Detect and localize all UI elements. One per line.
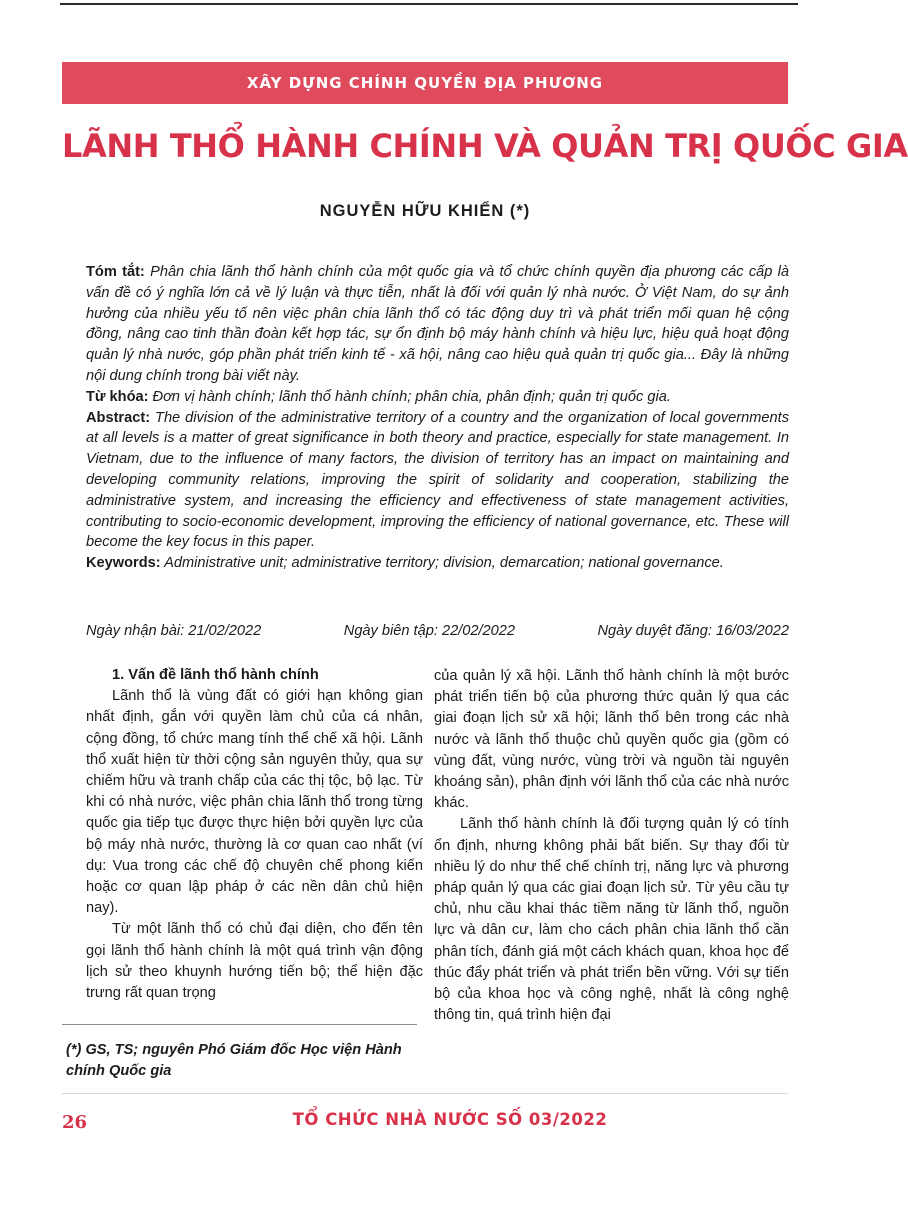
date-approved: Ngày duyệt đăng: 16/03/2022 — [597, 623, 789, 639]
keywords-english — [86, 553, 789, 574]
abstract-vi-label: Tóm tắt: — [86, 264, 145, 280]
page-number: 26 — [62, 1112, 88, 1133]
keywords-vietnamese — [86, 387, 789, 408]
top-rule — [60, 3, 798, 5]
keywords-en-label: Keywords: — [86, 555, 161, 572]
author-name: NGUYỄN HỮU KHIỂN (*) — [319, 202, 531, 220]
keywords-vi-text: Đơn vị hành chính; lãnh thổ hành chính; phân chia, phân định; quản trị quốc gia. — [152, 388, 671, 405]
abstract-vietnamese — [86, 262, 789, 387]
footnote: (*) GS, TS; nguyên Phó Giám đốc Học viện Hành chính Quốc gia — [66, 1042, 402, 1079]
paragraph: Lãnh thổ hành chính là đối tượng quản lý có tính ổn định, nhưng không phải bất biến. Sự thay đổi từ nhiều lý do như thể chế chính trị, năng lực và phương pháp quản lý qua các giai đoạn lịch sử. Từ yêu cầu tự chủ, nhu cầu khai thác tiềm năng từ lãnh thổ, nguồn lực và dân cư, làm cho cách phân chia lãnh thổ cần phân tích, đánh giá một cách khách quan, khoa học để thúc đẩy phát triển và phát triển bền vững. Với sự tiến bộ của khoa học và công nghệ, nhất là công nghệ thông tin, quá trình hiện đại — [434, 816, 789, 1024]
abstract-block — [86, 262, 789, 574]
section-banner: XÂY DỰNG CHÍNH QUYỀN ĐỊA PHƯƠNG — [62, 62, 788, 104]
paragraph: của quản lý xã hội. Lãnh thổ hành chính là một bước phát triển tiến bộ của phương thức quản lý qua các giai đoạn lịch sử xã hội; lãnh thổ bên trong các nhà nước và lãnh thổ thuộc chủ quyền quốc gia (gồm có vùng đất, vùng nước, vùng trời và nguồn tài nguyên khoáng sản), phân định với lãnh thổ của các nhà nước khác. — [434, 668, 789, 812]
article-title: LÃNH THỔ HÀNH CHÍNH VÀ QUẢN TRỊ QUỐC GIA — [62, 127, 908, 165]
keywords-vi-label: Từ khóa: — [86, 388, 149, 405]
journal-name: TỔ CHỨC NHÀ NƯỚC SỐ 03/2022 — [292, 1110, 608, 1129]
footnote-divider — [62, 1024, 417, 1025]
body-column-left — [86, 665, 423, 1004]
section-heading: 1. Vấn đề lãnh thổ hành chính — [112, 667, 319, 683]
footer-rule — [62, 1093, 788, 1094]
article-dates — [86, 621, 789, 642]
date-edited: Ngày biên tập: 22/02/2022 — [343, 623, 515, 639]
date-received: Ngày nhận bài: 21/02/2022 — [86, 623, 262, 639]
paragraph: Từ một lãnh thổ có chủ đại diện, cho đến tên gọi lãnh thổ hành chính là một quá trình vận động lịch sử theo khuynh hướng tiến bộ; thể hiện đặc trưng rất quan trọng — [86, 921, 423, 1002]
abstract-vi-text: Phân chia lãnh thổ hành chính của một quốc gia và tổ chức chính quyền địa phương các cấp là vấn đề có ý nghĩa lớn cả về lý luận và thực tiễn, nhất là đối với quản lý nhà nước. Ở Việt Nam, do sự ảnh hưởng của nhiều yếu tố nên việc phân chia lãnh thổ có tác động duy trì và phát triển mối quan hệ cộng đồng, nâng cao tinh thần đoàn kết hợp tác, sự ổn định bộ máy hành chính và hiệu lực, hiệu quả hoạt động quản lý nhà nước, góp phần phát triển kinh tế - xã hội, nâng cao hiệu quả quản trị quốc gia... Đây là những nội dung chính trong bài viết này. — [86, 264, 789, 384]
abstract-english — [86, 408, 789, 554]
abstract-en-label: Abstract: — [86, 409, 151, 426]
body-column-right — [434, 666, 789, 1026]
paragraph: Lãnh thổ là vùng đất có giới hạn không gian nhất định, gắn với quyền làm chủ của cá nhân, cộng đồng, tổ chức mang tính thể chế xã hội. Lãnh thổ xuất hiện từ thời cộng sản nguyên thủy, qua sự chiếm hữu và tranh chấp của các thị tộc, bộ lạc. Từ khi có nhà nước, việc phân chia lãnh thổ trong từng quốc gia tiếp tục được thực hiện bởi quyền lực của bộ máy nhà nước, thường là cơ quan cao nhất (ví dụ: Vua trong các chế độ chuyên chế phong kiến hoặc cơ quan lập pháp ở các nền dân chủ hiện nay). — [86, 688, 423, 917]
abstract-en-text: The division of the administrative territory of a country and the organization of local governments at all levels is a matter of great significance in both theory and practice, especially for state management. In Vietnam, due to the influence of many factors, the division of territory has an impact on maintaining and developing community relations, improving the spirit of solidarity and cooperation, stabilizing the administrative system, and increasing the efficiency and effectiveness of state management activities, contributing to socio-economic development, improving the efficiency of national governance, etc. These will become the key focus in this paper. — [86, 409, 789, 551]
keywords-en-text: Administrative unit; administrative territory; division, demarcation; national governance. — [164, 555, 724, 572]
